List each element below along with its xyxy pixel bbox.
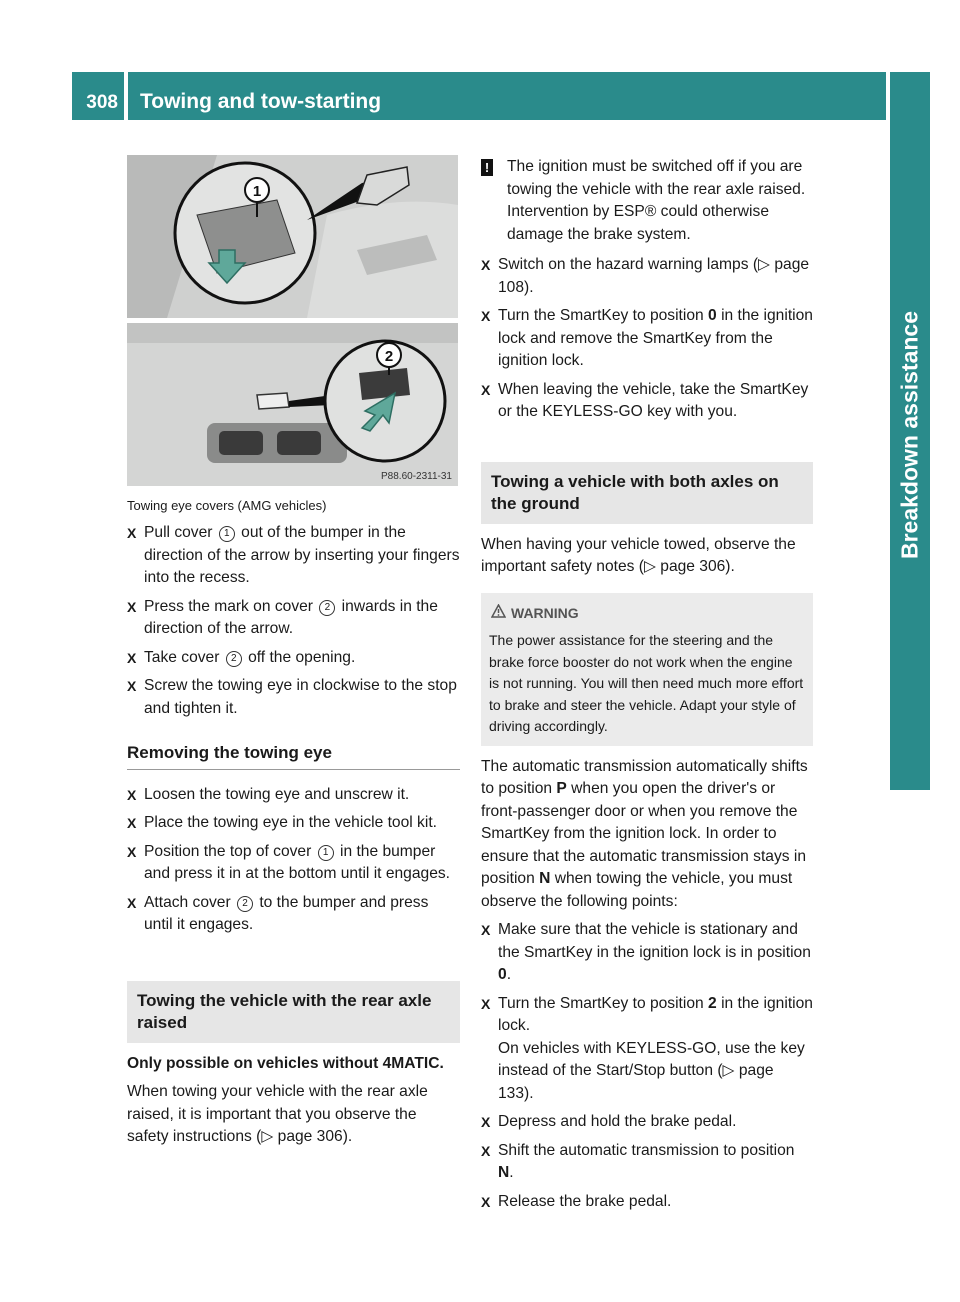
step-arrow-icon: X: [481, 1142, 491, 1159]
list-item: X Take cover 2 off the opening.: [127, 647, 460, 670]
chapter-header: [128, 72, 886, 120]
callout-2-icon: 2: [226, 651, 242, 667]
rear-bumper-illustration: [127, 323, 458, 486]
step-arrow-icon: X: [127, 525, 137, 541]
callout-2-icon: 2: [319, 600, 335, 616]
left-column: [127, 522, 460, 1155]
list-item: X Release the brake pedal.: [481, 1191, 813, 1214]
warning-text: The power assistance for the steering and the brake force booster do not work when the engine is not running. You will then need much more effort to brake and steer the vehicle. Adapt your style of driving accordingly.: [489, 632, 804, 734]
list-item: X Turn the SmartKey to position 0 in the ignition lock and remove the SmartKey from the ignition lock.: [481, 307, 813, 369]
list-item: X When leaving the vehicle, take the SmartKey or the KEYLESS-GO key with you.: [481, 380, 809, 420]
side-tab-label: Breakdown assistance: [896, 310, 923, 560]
keyless-note: On vehicles with KEYLESS-GO, use the key instead of the Start/Stop button (▷ page 133).: [498, 1039, 805, 1102]
step-arrow-icon: X: [481, 381, 491, 398]
figure-caption: Towing eye covers (AMG vehicles): [127, 498, 327, 513]
step-list-both-axles: [481, 919, 813, 1213]
step-arrow-icon: X: [127, 894, 137, 911]
step-arrow-icon: X: [481, 922, 491, 938]
figure-front-bumper: [127, 155, 458, 318]
right-column: [481, 156, 813, 1219]
step-arrow-icon: X: [127, 678, 137, 694]
chapter-title: Towing and tow-starting: [140, 90, 382, 113]
step-list-rear-axle: [481, 254, 813, 424]
step-list-removing: [127, 784, 460, 937]
side-tab-marker: [890, 752, 930, 790]
warning-title: WARNING: [511, 604, 579, 621]
step-arrow-icon: X: [481, 308, 491, 324]
list-item: X Pull cover 1 out of the bumper in the direction of the arrow by inserting your fingers into the recess.: [127, 524, 460, 586]
callout-1-icon: 1: [318, 845, 334, 861]
notice-text: The ignition must be switched off if you are towing the vehicle with the rear axle raised. Intervention by ESP® could otherwise damage the brake system.: [507, 158, 806, 243]
list-item: X Position the top of cover 1 in the bumper and press it in at the bottom until it engages.: [127, 842, 450, 882]
heading-rear-axle-raised: Towing the vehicle with the rear axle raised: [127, 981, 460, 1043]
step-arrow-icon: X: [481, 1193, 491, 1210]
step-arrow-icon: X: [481, 257, 491, 273]
step-arrow-icon: X: [481, 1114, 491, 1130]
list-item: X Loosen the towing eye and unscrew it.: [127, 784, 460, 807]
figure-code: P88.60-2311-31: [381, 471, 452, 482]
warning-box: [481, 593, 813, 746]
step-arrow-icon: X: [127, 649, 137, 666]
notice-box: [481, 156, 813, 246]
warning-triangle-icon: [491, 604, 506, 618]
bold-note: Only possible on vehicles without 4MATIC.: [127, 1054, 444, 1072]
heading-removing-towing-eye: Removing the towing eye: [127, 742, 460, 770]
list-item: X Depress and hold the brake pedal.: [481, 1111, 813, 1134]
step-arrow-icon: X: [127, 843, 137, 860]
list-item: X Press the mark on cover 2 inwards in the direction of the arrow.: [127, 597, 438, 637]
step-arrow-icon: X: [127, 598, 137, 615]
page-number-box: [72, 72, 124, 120]
list-item: X Place the towing eye in the vehicle tool kit.: [127, 812, 460, 835]
step-list-remove-cover: [127, 522, 460, 720]
callout-2-icon: 2: [237, 896, 253, 912]
figure-rear-bumper: [127, 323, 458, 486]
paragraph-both-axles: When having your vehicle towed, observe the important safety notes (▷ page 306).: [481, 535, 796, 575]
step-arrow-icon: X: [481, 995, 491, 1012]
step-arrow-icon: X: [127, 815, 137, 831]
list-item: X Attach cover 2 to the bumper and press until it engages.: [127, 893, 429, 933]
heading-both-axles: Towing a vehicle with both axles on the ground: [481, 462, 813, 524]
step-arrow-icon: X: [127, 786, 137, 803]
front-bumper-illustration: [127, 155, 458, 318]
side-tab-label-box: [890, 125, 930, 745]
paragraph-transmission: The automatic transmission automatically shifts to position P when you open the driver's or front-passenger door or when you remove the SmartKey from the ignition lock. In order to ensure that the automatic transmission stays in position N when towing the vehicle, you must observe the following points:: [481, 757, 808, 910]
callout-1-icon: 1: [219, 526, 235, 542]
list-item: X Screw the towing eye in clockwise to the stop and tighten it.: [127, 677, 457, 717]
paragraph-rear-axle: When towing your vehicle with the rear axle raised, it is important that you observe the safety instructions (▷ page 306).: [127, 1083, 428, 1145]
list-item: X Make sure that the vehicle is stationary and the SmartKey in the ignition lock is in position 0.: [481, 921, 811, 983]
list-item: X Switch on the hazard warning lamps (▷ page 108).: [481, 256, 810, 296]
page-number: 308: [86, 92, 118, 113]
list-item: X Shift the automatic transmission to position N.: [481, 1141, 795, 1181]
callout-2: 2: [384, 348, 394, 365]
exclamation-icon: !: [481, 159, 493, 176]
list-item: X Turn the SmartKey to position 2 in the ignition lock. On vehicles with KEYLESS-GO, use the key instead of the Start/Stop button (▷ page 133).: [481, 993, 813, 1106]
warning-header: [489, 603, 805, 625]
callout-1: 1: [252, 183, 262, 200]
